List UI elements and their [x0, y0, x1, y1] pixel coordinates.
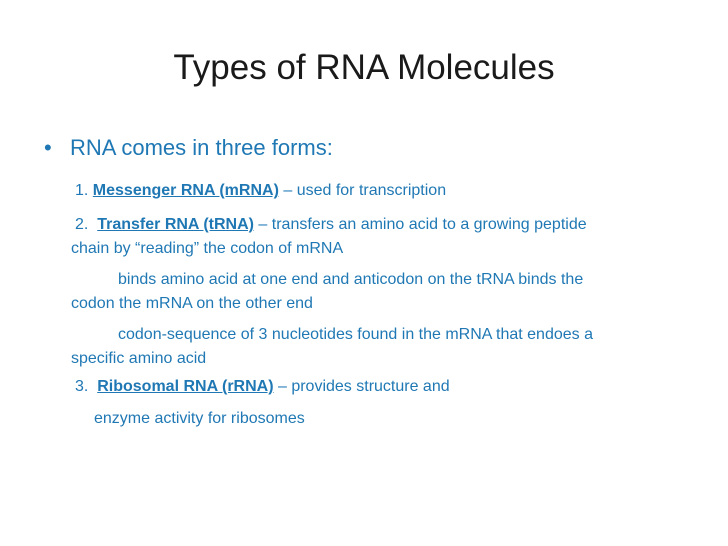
term-trna: Transfer RNA (tRNA)	[97, 216, 254, 233]
subnote-codon-line1: codon-sequence of 3 nucleotides found in the mRNA that endoes a	[118, 326, 593, 343]
main-bullet	[44, 133, 333, 163]
item-number: 1.	[75, 182, 89, 199]
bullet-marker: •	[44, 135, 52, 160]
subnote-anticodon-line1: binds amino acid at one end and anticodon on the tRNA binds the	[118, 271, 584, 288]
item-mrna	[75, 181, 446, 201]
item-trna	[75, 215, 587, 235]
item-description: – provides structure and	[273, 378, 450, 395]
subnote-codon-line2: specific amino acid	[71, 350, 207, 367]
item-description: – transfers an amino acid to a growing peptide	[253, 216, 587, 233]
item-rrna	[75, 377, 450, 397]
bullet-text: RNA comes in three forms:	[70, 135, 333, 160]
term-mrna: Messenger RNA (mRNA)	[92, 182, 279, 199]
item-trna-continuation: chain by “reading” the codon of mRNA	[71, 240, 344, 257]
item-number: 2.	[75, 216, 89, 233]
item-description: – used for transcription	[278, 182, 447, 199]
item-number: 3.	[75, 378, 89, 395]
subnote-anticodon-line2: codon the mRNA on the other end	[71, 295, 313, 312]
slide-title: Types of RNA Molecules	[173, 48, 555, 87]
term-rrna: Ribosomal RNA (rRNA)	[97, 378, 274, 395]
item-rrna-continuation: enzyme activity for ribosomes	[94, 410, 305, 427]
